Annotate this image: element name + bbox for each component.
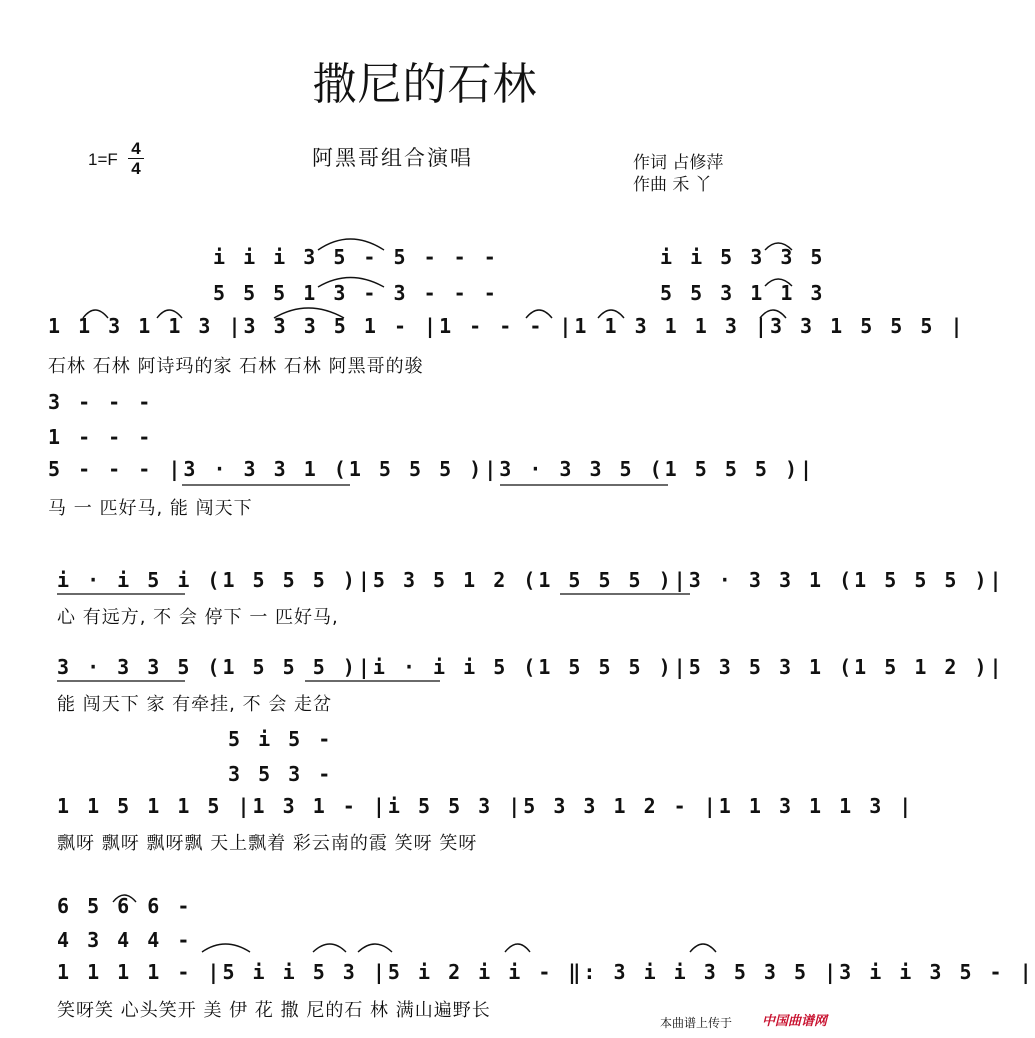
s6-harmony-upper: 6 5 6 6 - xyxy=(57,894,193,918)
s6-harmony-lower: 4 3 4 4 - xyxy=(57,928,193,952)
s1-harmony-upper-a: i i i 3 5 - 5 - - - xyxy=(213,245,499,269)
s1-melody-line: 1 1 3 1 1 3 |3 3 3 5 1 - |1 - - - |1 1 3 1 1 3 |3 3 1 5 5 5 | xyxy=(48,314,966,338)
performer-subtitle: 阿黑哥组合演唱 xyxy=(312,146,473,170)
s1-harmony-upper-b: i i 5 3 3 5 xyxy=(660,245,826,269)
slur-mark xyxy=(83,310,108,318)
slur-mark xyxy=(526,310,552,318)
slur-mark xyxy=(157,310,182,318)
s1-harmony-lower-b: 5 5 3 1 1 3 xyxy=(660,281,826,305)
s1-lyric-line: 石林 石林 阿诗玛的家 石林 石林 阿黑哥的骏 xyxy=(48,356,424,377)
slur-mark xyxy=(765,279,792,286)
key-signature: 1=F xyxy=(88,150,118,169)
slur-mark xyxy=(313,944,346,952)
slur-mark xyxy=(505,944,530,952)
slur-mark xyxy=(274,308,344,318)
s2-melody-line: 5 - - - |3 · 3 3 1 (1 5 5 5 )|3 · 3 3 5 (1 5 5 5 )| xyxy=(48,457,816,481)
slur-mark xyxy=(318,278,384,288)
site-logo[interactable]: 中国曲谱网 xyxy=(762,1014,828,1029)
time-signature-top: 4 xyxy=(131,139,141,158)
s4-lyric-line: 能 闯天下 家 有牵挂, 不 会 走岔 xyxy=(57,694,333,715)
s2-harmony-lower: 1 - - - xyxy=(48,425,154,449)
s5-harmony-upper: 5 i 5 - xyxy=(228,727,334,751)
s4-melody-line: 3 · 3 3 5 (1 5 5 5 )|i · i i 5 (1 5 5 5 )|5 3 5 3 1 (1 5 1 2 )| xyxy=(57,655,1005,679)
upload-footer-text: 本曲谱上传于 xyxy=(660,1016,733,1030)
s3-lyric-line: 心 有远方, 不 会 停下 一 匹好马, xyxy=(57,607,339,628)
slur-mark xyxy=(598,310,624,318)
composer-credit: 作曲 禾 丫 xyxy=(633,175,712,195)
time-signature-bottom: 4 xyxy=(131,159,141,178)
slur-mark xyxy=(358,944,392,952)
s5-harmony-lower: 3 5 3 - xyxy=(228,762,334,786)
slur-mark xyxy=(318,239,384,250)
s1-harmony-lower-a: 5 5 5 1 3 - 3 - - - xyxy=(213,281,499,305)
slur-mark xyxy=(765,243,792,250)
page-title: 撒尼的石林 xyxy=(312,59,538,110)
slur-mark xyxy=(690,944,716,952)
slur-mark xyxy=(760,310,786,318)
lyricist-credit: 作词 占修萍 xyxy=(633,153,724,173)
s6-lyric-line: 笑呀笑 心头笑开 美 伊 花 撒 尼的石 林 满山遍野长 xyxy=(57,1000,491,1021)
s5-melody-line: 1 1 5 1 1 5 |1 3 1 - |i 5 5 3 |5 3 3 1 2 - |1 1 3 1 1 3 | xyxy=(57,794,915,818)
s2-harmony-upper: 3 - - - xyxy=(48,390,154,414)
slur-mark xyxy=(202,944,250,952)
s6-melody-line: 1 1 1 1 - |5 i i 5 3 |5 i 2 i i - ‖: 3 i i 3 5 3 5 |3 i i 3 5 - | xyxy=(57,960,1035,984)
s2-lyric-line: 马 一 匹好马, 能 闯天下 xyxy=(48,498,253,519)
s3-melody-line: i · i 5 i (1 5 5 5 )|5 3 5 1 2 (1 5 5 5 )|3 · 3 3 1 (1 5 5 5 )| xyxy=(57,568,1005,592)
s5-lyric-line: 飘呀 飘呀 飘呀飘 天上飘着 彩云南的霞 笑呀 笑呀 xyxy=(57,833,478,854)
slur-mark xyxy=(113,895,136,902)
